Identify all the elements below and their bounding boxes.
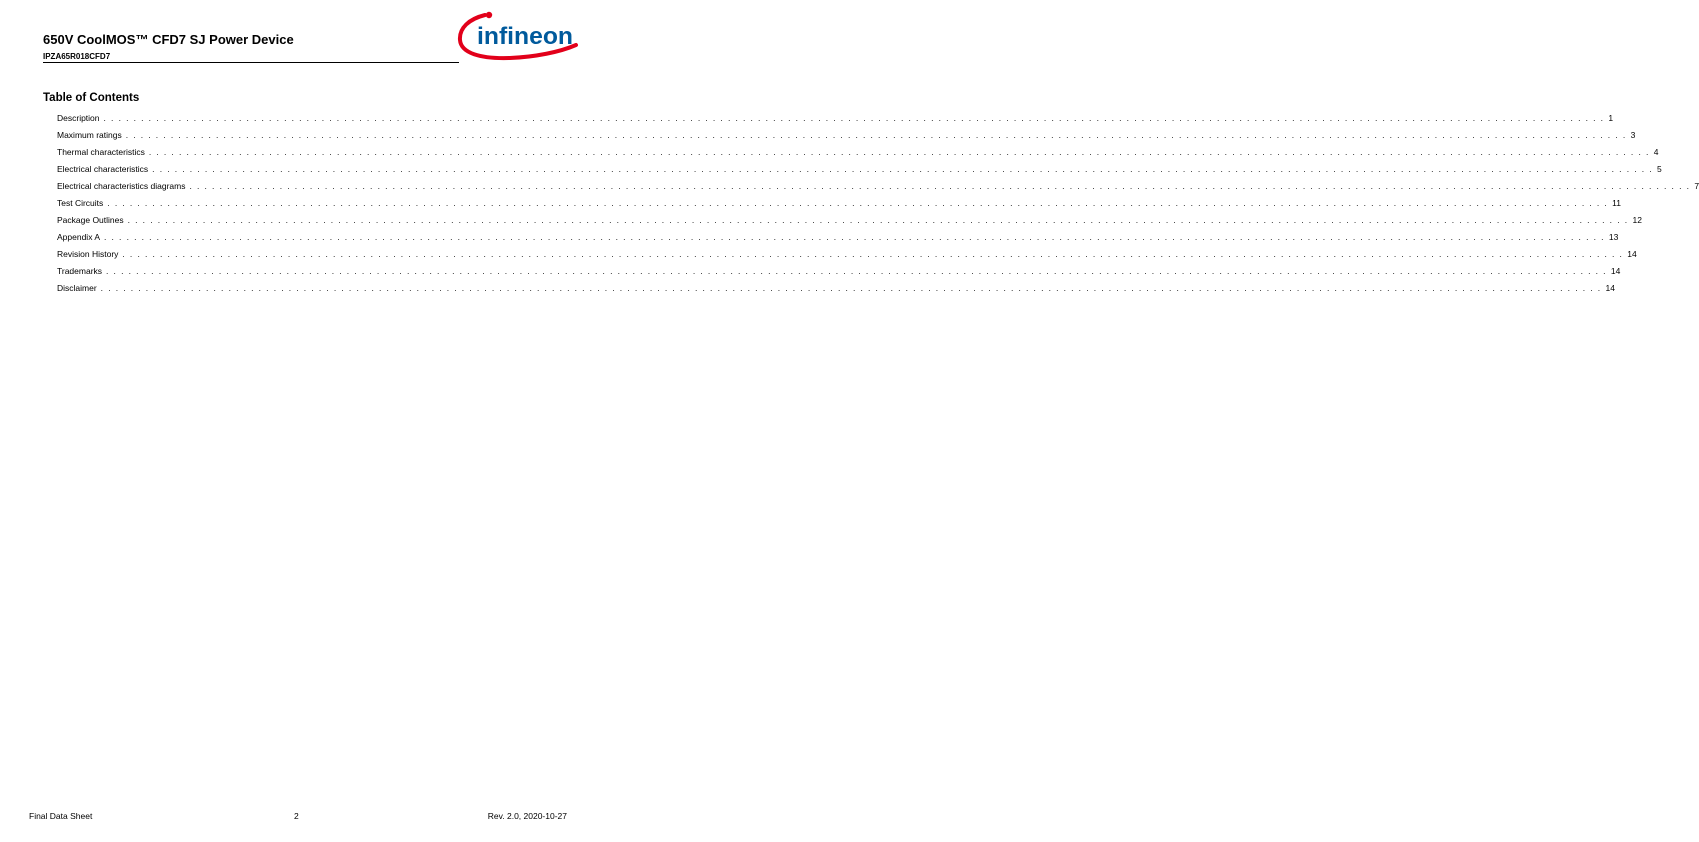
table-of-contents [57,112,1699,299]
toc-entry-title[interactable]: Disclaimer [57,283,97,293]
toc-entry-page[interactable]: 3 [1630,130,1636,140]
toc-entry[interactable] [57,180,1699,197]
toc-entry-title[interactable]: Test Circuits [57,198,104,208]
toc-entry-page[interactable]: 11 [1612,198,1621,208]
part-number: IPZA65R018CFD7 [43,52,111,61]
toc-leader-dots: . . . . . . . . . . . . . . . . . . . . . . . . . . . . . . . . . . . . . . . . . . . . . . . . . . . . . . . . . . . . . . . . . . . . . . . . . . . . . . . . . . . . . . . . . . . . . . . . . . . . . . . . . . . . . . . . . . . . . . . . . . . . . . . . . . . . . . . . . . . . . . . . . . . . . . . . . . . . . . . . . . . . . . . . . . . . . . . . . . . . . . . . . . . . . . . . . . . . . . . . [104,232,1605,242]
logo-wordmark: infineon [477,23,573,50]
toc-entry-title[interactable]: Package Outlines [57,215,124,225]
toc-entry[interactable] [57,214,1642,231]
footer-document-type: Final Data Sheet [29,811,93,821]
toc-entry-page[interactable]: 5 [1657,164,1662,174]
toc-leader-dots: . . . . . . . . . . . . . . . . . . . . . . . . . . . . . . . . . . . . . . . . . . . . . . . . . . . . . . . . . . . . . . . . . . . . . . . . . . . . . . . . . . . . . . . . . . . . . . . . . . . . . . . . . . . . . . . . . . . . . . . . . . . . . . . . . . . . . . . . . . . . . . . . . . . . . . . . . . . . . . . . . . . . . . . . . . . . . . . . . . . . . . . . . . . . . . . . . . . . . . . . [100,283,1602,293]
toc-leader-dots: . . . . . . . . . . . . . . . . . . . . . . . . . . . . . . . . . . . . . . . . . . . . . . . . . . . . . . . . . . . . . . . . . . . . . . . . . . . . . . . . . . . . . . . . . . . . . . . . . . . . . . . . . . . . . . . . . . . . . . . . . . . . . . . . . . . . . . . . . . . . . . . . . . . . . . . . . . . . . . . . . . . . . . . . . . . . . . . . . . . . . . . . . . . . . . . . . . . . . . . . [122,249,1624,259]
toc-entry-title[interactable]: Electrical characteristics diagrams [57,181,186,191]
toc-entry-title[interactable]: Revision History [57,249,119,259]
footer-revision: Rev. 2.0, 2020-10-27 [487,811,567,821]
toc-entry[interactable] [57,282,1616,299]
toc-entry-title[interactable]: Thermal characteristics [57,147,145,157]
toc-entry-page[interactable]: 4 [1653,147,1659,157]
toc-entry-title[interactable]: Electrical characteristics [57,164,149,174]
toc-entry[interactable] [57,146,1659,163]
toc-entry-title[interactable]: Trademarks [57,266,103,276]
toc-entry[interactable] [57,129,1636,146]
toc-leader-dots: . . . . . . . . . . . . . . . . . . . . . . . . . . . . . . . . . . . . . . . . . . . . . . . . . . . . . . . . . . . . . . . . . . . . . . . . . . . . . . . . . . . . . . . . . . . . . . . . . . . . . . . . . . . . . . . . . . . . . . . . . . . . . . . . . . . . . . . . . . . . . . . . . . . . . . . . . . . . . . . . . . . . . . . . . . . . . . . . . . . . . . . . . . . . . . . . . . . . . . . . [148,147,1650,157]
document-title: 650V CoolMOS™ CFD7 SJ Power Device [43,32,294,47]
toc-entry[interactable] [57,231,1619,248]
toc-entry-page[interactable]: 14 [1610,266,1621,276]
toc-leader-dots: . . . . . . . . . . . . . . . . . . . . . . . . . . . . . . . . . . . . . . . . . . . . . . . . . . . . . . . . . . . . . . . . . . . . . . . . . . . . . . . . . . . . . . . . . . . . . . . . . . . . . . . . . . . . . . . . . . . . . . . . . . . . . . . . . . . . . . . . . . . . . . . . . . . . . . . . . . . . . . . . . . . . . . . . . . . . . . . . . . . . . . . . . . . . . . . . . . . . . . . . [106,266,1607,276]
toc-entry[interactable] [57,163,1662,180]
toc-entry-page[interactable]: 14 [1627,249,1637,259]
toc-leader-dots: . . . . . . . . . . . . . . . . . . . . . . . . . . . . . . . . . . . . . . . . . . . . . . . . . . . . . . . . . . . . . . . . . . . . . . . . . . . . . . . . . . . . . . . . . . . . . . . . . . . . . . . . . . . . . . . . . . . . . . . . . . . . . . . . . . . . . . . . . . . . . . . . . . . . . . . . . . . . . . . . . . . . . . . . . . . . . . . . . . . . . . . . . . . . . . . . . . . . . . . . [127,215,1629,225]
toc-entry-page[interactable]: 7 [1694,181,1699,191]
toc-entry[interactable] [57,112,1614,129]
toc-leader-dots: . . . . . . . . . . . . . . . . . . . . . . . . . . . . . . . . . . . . . . . . . . . . . . . . . . . . . . . . . . . . . . . . . . . . . . . . . . . . . . . . . . . . . . . . . . . . . . . . . . . . . . . . . . . . . . . . . . . . . . . . . . . . . . . . . . . . . . . . . . . . . . . . . . . . . . . . . . . . . . . . . . . . . . . . . . . . . . . . . . . . . . . . . . . . . . . . . . . . . . . . [125,130,1627,140]
toc-entry[interactable] [57,248,1637,265]
toc-leader-dots: . . . . . . . . . . . . . . . . . . . . . . . . . . . . . . . . . . . . . . . . . . . . . . . . . . . . . . . . . . . . . . . . . . . . . . . . . . . . . . . . . . . . . . . . . . . . . . . . . . . . . . . . . . . . . . . . . . . . . . . . . . . . . . . . . . . . . . . . . . . . . . . . . . . . . . . . . . . . . . . . . . . . . . . . . . . . . . . . . . . . . . . . . . . . . . . . . . . . . . . . [152,164,1654,174]
toc-entry[interactable] [57,265,1621,282]
toc-entry-title[interactable]: Maximum ratings [57,130,122,140]
toc-entry-page[interactable]: 1 [1608,113,1614,123]
header-divider [43,62,459,63]
toc-leader-dots: . . . . . . . . . . . . . . . . . . . . . . . . . . . . . . . . . . . . . . . . . . . . . . . . . . . . . . . . . . . . . . . . . . . . . . . . . . . . . . . . . . . . . . . . . . . . . . . . . . . . . . . . . . . . . . . . . . . . . . . . . . . . . . . . . . . . . . . . . . . . . . . . . . . . . . . . . . . . . . . . . . . . . . . . . . . . . . . . . . . . . . . . . . . . . . . . . . . . . . . . [107,198,1609,208]
toc-entry-page[interactable]: 12 [1632,215,1642,225]
toc-entry[interactable] [57,197,1621,214]
infineon-logo [455,8,581,62]
toc-entry-page[interactable]: 14 [1605,283,1616,293]
toc-leader-dots: . . . . . . . . . . . . . . . . . . . . . . . . . . . . . . . . . . . . . . . . . . . . . . . . . . . . . . . . . . . . . . . . . . . . . . . . . . . . . . . . . . . . . . . . . . . . . . . . . . . . . . . . . . . . . . . . . . . . . . . . . . . . . . . . . . . . . . . . . . . . . . . . . . . . . . . . . . . . . . . . . . . . . . . . . . . . . . . . . . . . . . . . . . . . . . . . . . . . . . . . [103,113,1605,123]
footer-page-number: 2 [294,811,299,821]
toc-heading: Table of Contents [43,92,140,104]
toc-entry-page[interactable]: 13 [1608,232,1619,242]
toc-leader-dots: . . . . . . . . . . . . . . . . . . . . . . . . . . . . . . . . . . . . . . . . . . . . . . . . . . . . . . . . . . . . . . . . . . . . . . . . . . . . . . . . . . . . . . . . . . . . . . . . . . . . . . . . . . . . . . . . . . . . . . . . . . . . . . . . . . . . . . . . . . . . . . . . . . . . . . . . . . . . . . . . . . . . . . . . . . . . . . . . . . . . . . . . . . . . . . . . . . . . . . . . [189,181,1691,191]
toc-entry-title[interactable]: Description [57,113,100,123]
toc-entry-title[interactable]: Appendix A [57,232,101,242]
